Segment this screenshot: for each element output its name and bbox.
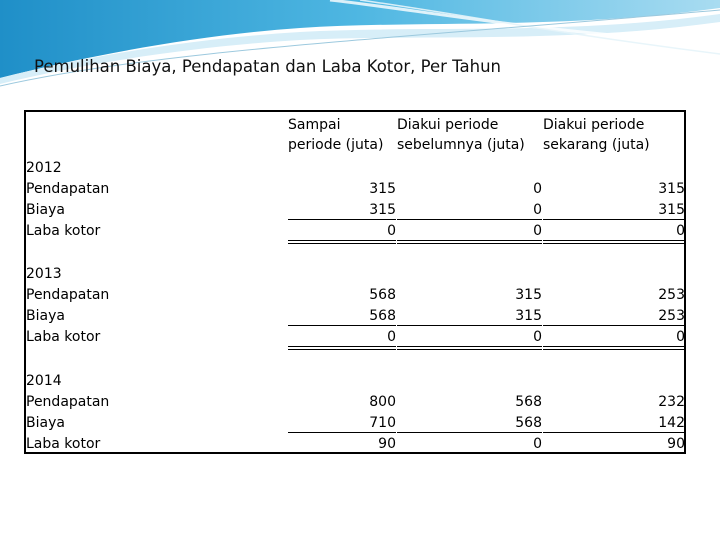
row-label-laba-kotor: Laba kotor [26, 223, 101, 239]
col3-header-line1: Diakui periode [543, 117, 645, 133]
cell: 0 [387, 223, 396, 239]
cell: 315 [369, 181, 396, 197]
col2-header-line2: sebelumnya (juta) [397, 137, 525, 153]
underline [543, 432, 685, 433]
cell: 315 [369, 202, 396, 218]
cell: 0 [533, 202, 542, 218]
page-title: Pemulihan Biaya, Pendapatan dan Laba Kotor, Per Tahun [34, 57, 502, 76]
cell: 0 [533, 329, 542, 345]
underline [397, 219, 542, 220]
cell: 0 [533, 181, 542, 197]
cell: 253 [658, 308, 685, 324]
double-underline [397, 346, 542, 350]
double-underline [543, 346, 685, 350]
underline [397, 432, 542, 433]
double-underline [397, 240, 542, 244]
cell: 710 [369, 415, 396, 431]
cell: 90 [667, 436, 685, 452]
cell: 0 [387, 329, 396, 345]
col1-header-line2: periode (juta) [288, 137, 384, 153]
year-label: 2014 [26, 373, 62, 389]
cell: 315 [515, 308, 542, 324]
row-label-biaya: Biaya [26, 202, 65, 218]
underline [543, 325, 685, 326]
row-label-laba-kotor: Laba kotor [26, 329, 101, 345]
cell: 315 [515, 287, 542, 303]
row-label-pendapatan: Pendapatan [26, 287, 110, 303]
col1-header-line1: Sampai [288, 117, 341, 133]
year-label: 2012 [26, 160, 62, 176]
underline [288, 219, 396, 220]
cell: 568 [515, 415, 542, 431]
cell: 0 [533, 223, 542, 239]
cell: 568 [369, 308, 396, 324]
cell: 568 [515, 394, 542, 410]
underline [543, 219, 685, 220]
header-decoration [0, 0, 720, 90]
row-label-pendapatan: Pendapatan [26, 181, 110, 197]
row-label-pendapatan: Pendapatan [26, 394, 110, 410]
cell: 142 [658, 415, 685, 431]
cell: 315 [658, 181, 685, 197]
cell: 0 [676, 223, 685, 239]
cell: 232 [658, 394, 685, 410]
cell: 0 [533, 436, 542, 452]
cell: 315 [658, 202, 685, 218]
double-underline [288, 346, 396, 350]
double-underline [543, 240, 685, 244]
cell: 90 [378, 436, 396, 452]
cell: 0 [676, 329, 685, 345]
col2-header-line1: Diakui periode [397, 117, 499, 133]
row-label-laba-kotor: Laba kotor [26, 436, 101, 452]
underline [397, 325, 542, 326]
row-label-biaya: Biaya [26, 415, 65, 431]
cell: 800 [369, 394, 396, 410]
row-label-biaya: Biaya [26, 308, 65, 324]
col3-header-line2: sekarang (juta) [543, 137, 650, 153]
cell: 253 [658, 287, 685, 303]
year-label: 2013 [26, 266, 62, 282]
underline [288, 325, 396, 326]
cell: 568 [369, 287, 396, 303]
double-underline [288, 240, 396, 244]
underline [288, 432, 396, 433]
